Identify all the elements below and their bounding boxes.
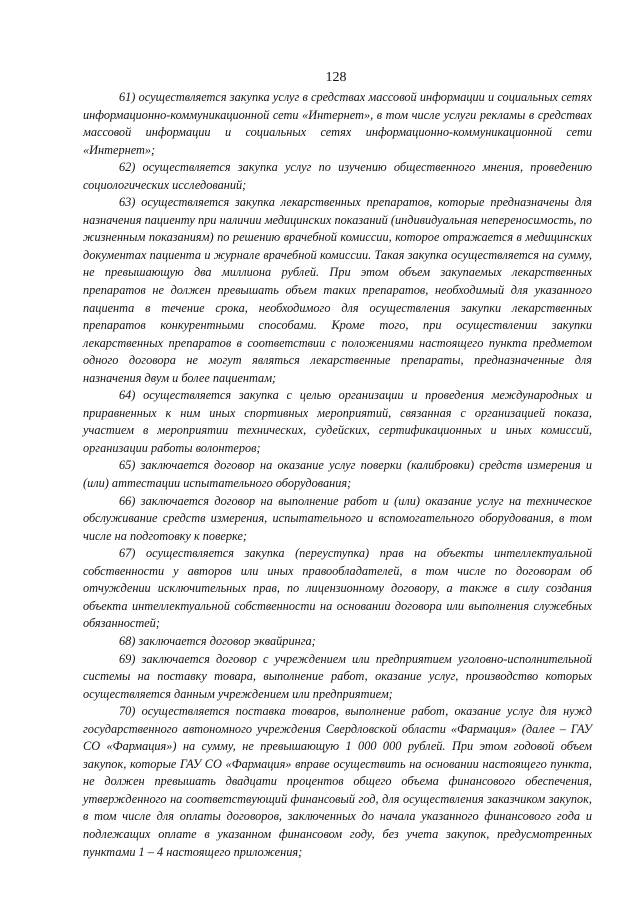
list-item-63: 63) осуществляется закупка лекарственных препаратов, которые предназначены для назначения пациенту при наличии медицинских показаний (индивидуальная непереносимость, по жизненным показаниям) по решению врачебной комиссии, которое отражается в медицинских документах пациента и журнале врачебной комиссии. Такая закупка осуществляется на сумму, не превышающую два миллиона рублей. При этом объем закупаемых лекарственных препаратов не должен превышать объем таких препаратов, необходимый для указанного пациента в течение срока, необходимого для осуществления закупки лекарственных препаратов конкурентными способами. Кроме того, при осуществлении закупки лекарственных препаратов в соответствии с положениями настоящего пункта предметом одного договора не могут являться лекарственные препараты, предназначенные для назначения двум и более пациентам;: [83, 195, 592, 385]
list-item-64: 64) осуществляется закупка с целью организации и проведения международных и приравненных к ним иных спортивных мероприятий, связанная с организацией показа, участием в мероприятии технических, судейских, сертификационных и иных комиссий, организации работы волонтеров;: [83, 388, 592, 455]
list-item-62: 62) осуществляется закупка услуг по изучению общественного мнения, проведению социологических исследований;: [83, 160, 592, 192]
document-body: [83, 89, 592, 861]
list-item-66: 66) заключается договор на выполнение работ и (или) оказание услуг на техническое обслуживание средств измерения, испытательного и вспомогательного оборудования, в том числе на подготовку к поверке;: [83, 493, 592, 543]
list-item-61: 61) осуществляется закупка услуг в средствах массовой информации и социальных сетях информационно-коммуникационной сети «Интернет», в том числе услуги рекламы в средствах массовой информации и социальных сетях информационно-коммуникационной сети «Интернет»;: [83, 90, 592, 157]
list-item-70: 70) осуществляется поставка товаров, выполнение работ, оказание услуг для нужд государственного автономного учреждения Свердловской области «Фармация» (далее – ГАУ СО «Фармация») на сумму, не превышающую 1 000 000 рублей. При этом годовой объем закупок, которые ГАУ СО «Фармация» вправе осуществить на основании настоящего пункта, не должен превышать двадцати процентов общего объема финансового обеспечения, утвержденного на соответствующий финансовый год, для осуществления заказчиком закупок, в том числе для оплаты договоров, заключенных до начала указанного финансового года и подлежащих оплате в указанном финансовом году, без учета закупок, предусмотренных пунктами 1 – 4 настоящего приложения;: [83, 704, 592, 859]
list-item-65: 65) заключается договор на оказание услуг поверки (калибровки) средств измерения и (или) аттестации испытательного оборудования;: [83, 458, 592, 491]
list-item-69: 69) заключается договор с учреждением или предприятием уголовно-исполнительной системы на поставку товара, выполнение работ, оказание услуг, производство которых осуществляется данным учреждением или предприятием;: [83, 651, 592, 701]
list-item-68: 68) заключается договор эквайринга;: [119, 633, 316, 648]
list-item-67: 67) осуществляется закупка (переуступка) прав на объекты интеллектуальной собственности у авторов или иных правообладателей, в том числе по договорам об отчуждении исключительных прав, по лицензионному договору, а также в силу создания объекта интеллектуальной собственности на основании договора или выполнения служебных обязанностей;: [83, 546, 592, 631]
page-number: 128: [325, 70, 347, 85]
